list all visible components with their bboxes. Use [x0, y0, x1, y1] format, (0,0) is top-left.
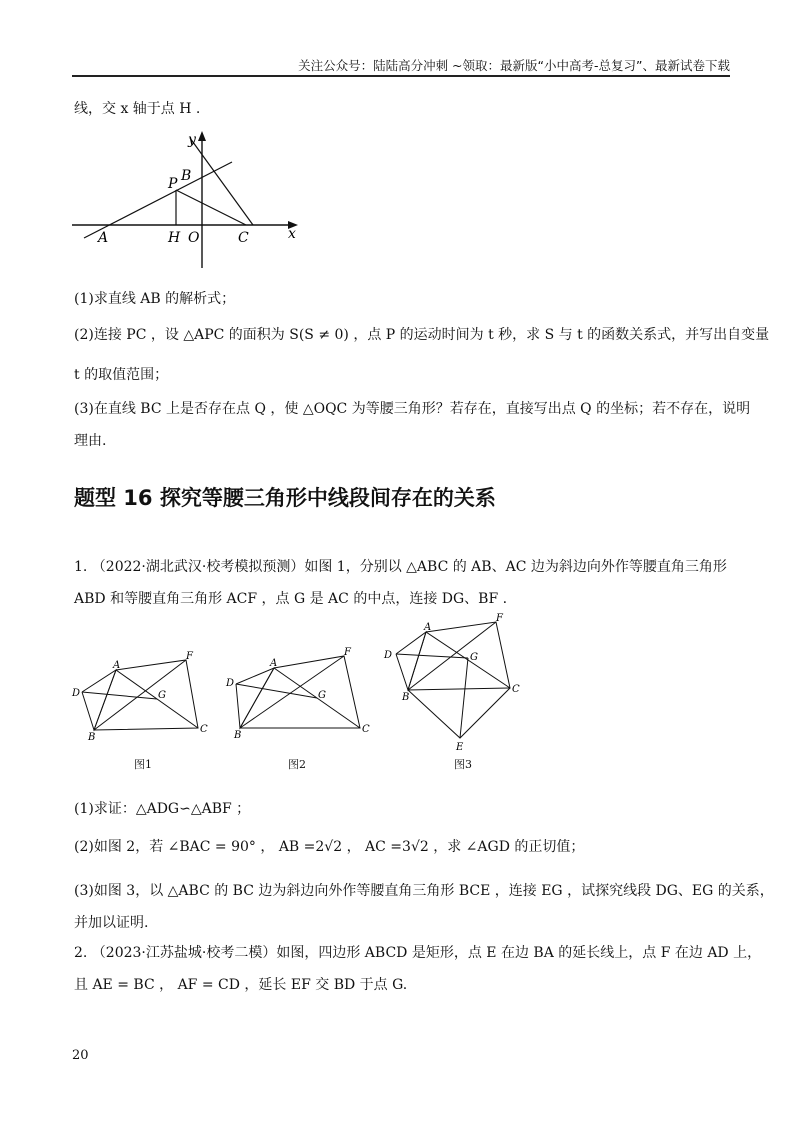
- page-header: 关注公众号：陆陆高分冲刺 ~领取：最新版“小中高考-总复习”、最新试卷下载: [298, 58, 730, 73]
- problem1-q1: (1)求证：△ADG∽△ABF ；: [74, 801, 251, 817]
- fig1-label-B: B: [88, 732, 96, 743]
- fig3-label-A: A: [424, 622, 432, 633]
- prev-q1: (1)求直线 AB 的解析式；: [74, 291, 236, 307]
- label-O: O: [188, 230, 200, 246]
- fig3-caption: 图3: [454, 758, 472, 771]
- problem1-line2: ABD 和等腰直角三角形 ACF ，点 G 是 AC 的中点，连接 DG、BF .: [74, 591, 508, 607]
- fig2-label-F: F: [344, 647, 351, 658]
- fig3-label-B: B: [402, 692, 410, 703]
- fig2-label-B: B: [234, 730, 242, 741]
- fig3-label-F: F: [496, 613, 503, 624]
- figure-2: [222, 646, 382, 746]
- problem1-line1: 1. （2022·湖北武汉·校考模拟预测）如图 1，分别以 △ABC 的 AB、AC 边为斜边向外作等腰直角三角形: [74, 559, 727, 575]
- label-C: C: [238, 230, 249, 246]
- label-A: A: [98, 230, 109, 246]
- prev-q3-line2: 理由.: [74, 433, 107, 449]
- prev-q2-line2: t 的取值范围；: [74, 367, 169, 383]
- fig3-label-D: D: [384, 650, 393, 661]
- fig2-label-D: D: [226, 678, 235, 689]
- fig2-label-A: A: [270, 658, 278, 669]
- fig1-label-G: G: [158, 690, 166, 701]
- problem1-q3-line1: (3)如图 3，以 △ABC 的 BC 边为斜边向外作等腰直角三角形 BCE ，连接 EG ，试探究线段 DG、EG 的关系，: [74, 883, 774, 899]
- problem2-line2: 且 AE = BC ， AF = CD ，延长 EF 交 BD 于点 G.: [74, 977, 408, 993]
- prev-q2-line1: (2)连接 PC ，设 △APC 的面积为 S(S ≠ 0) ，点 P 的运动时间为 t 秒，求 S 与 t 的函数关系式，并写出自变量: [74, 327, 770, 343]
- fig2-caption: 图2: [288, 758, 306, 771]
- fig1-caption: 图1: [134, 758, 152, 771]
- fig1-label-F: F: [186, 651, 193, 662]
- problem2-line1: 2. （2023·江苏盐城·校考二模）如图，四边形 ABCD 是矩形，点 E 在边 BA 的延长线上，点 F 在边 AD 上，: [74, 945, 762, 961]
- figure-3: [380, 612, 530, 754]
- label-P: P: [168, 176, 178, 192]
- label-y: y: [188, 132, 196, 148]
- problem1-q3-line2: 并加以证明.: [74, 915, 149, 931]
- label-H: H: [168, 230, 181, 246]
- problem1-q2: (2)如图 2，若 ∠BAC = 90° ， AB =2√2 ， AC =3√2 ，求 ∠AGD 的正切值；: [74, 839, 585, 855]
- coordinate-figure: [72, 128, 312, 270]
- continuation-line: 线，交 x 轴于点 H .: [74, 101, 201, 117]
- fig1-label-C: C: [200, 724, 208, 735]
- fig3-label-E: E: [456, 742, 464, 753]
- fig1-label-D: D: [72, 688, 81, 699]
- label-x: x: [288, 226, 296, 242]
- fig2-label-G: G: [318, 690, 326, 701]
- section-title: 题型 16 探究等腰三角形中线段间存在的关系: [74, 486, 496, 510]
- fig1-label-A: A: [113, 660, 121, 671]
- label-B: B: [181, 168, 192, 184]
- fig2-label-C: C: [362, 724, 370, 735]
- fig3-label-C: C: [512, 684, 520, 695]
- figure-1: [68, 650, 218, 746]
- header-rule: [72, 75, 730, 77]
- fig3-label-G: G: [470, 652, 478, 663]
- page-number: 20: [72, 1048, 89, 1063]
- prev-q3-line1: (3)在直线 BC 上是否存在点 Q ，使 △OQC 为等腰三角形？若存在，直接写出点 Q 的坐标；若不存在，说明: [74, 401, 751, 417]
